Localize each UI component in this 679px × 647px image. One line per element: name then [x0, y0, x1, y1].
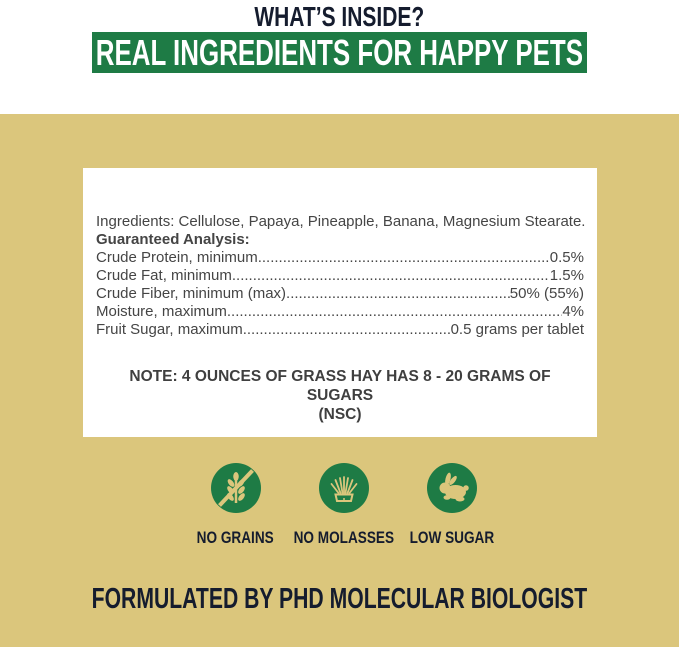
sugar-note-line1: NOTE: 4 OUNCES OF GRASS HAY HAS 8 - 20 GRAMS OF SUGARS	[129, 368, 551, 404]
page-title-text: WHAT’S INSIDE?	[254, 1, 425, 32]
badge-label: LOW SUGAR	[409, 528, 494, 547]
analysis-label: Moisture, maximum	[96, 303, 227, 320]
badge-label: NO MOLASSES	[293, 528, 394, 547]
dot-leader	[227, 303, 562, 321]
feature-badges-row	[4, 463, 679, 547]
ingredients-line: Ingredients: Cellulose, Papaya, Pineapple, Banana, Magnesium Stearate.	[96, 213, 586, 230]
guaranteed-analysis-heading: Guaranteed Analysis:	[96, 231, 250, 248]
analysis-row	[96, 249, 584, 267]
badge-low-sugar	[402, 463, 502, 547]
headline-banner-text: REAL INGREDIENTS FOR HAPPY PETS	[95, 31, 584, 73]
analysis-label: Fruit Sugar, maximum	[96, 321, 243, 338]
tan-background-section	[0, 114, 679, 647]
analysis-value: 0.5 grams per tablet	[450, 321, 584, 338]
footer-tagline-text: FORMULATED BY PHD MOLECULAR BIOLOGIST	[91, 583, 588, 615]
headline-banner	[92, 32, 587, 73]
analysis-label: Crude Protein, minimum	[96, 249, 258, 266]
dot-leader	[258, 249, 550, 267]
analysis-row	[96, 321, 584, 339]
badge-no-grains	[186, 463, 286, 547]
analysis-value: 0.5%	[549, 249, 584, 266]
no-grains-wheat-icon	[211, 463, 261, 513]
analysis-row	[96, 285, 584, 303]
sugar-note-line2: (NSC)	[318, 406, 362, 423]
dot-leader	[243, 321, 451, 339]
dot-leader	[286, 285, 510, 303]
grass-hay-icon	[319, 463, 369, 513]
footer-tagline	[0, 583, 679, 615]
analysis-label: Crude Fiber, minimum (max)	[96, 285, 287, 302]
analysis-value: 4%	[562, 303, 584, 320]
page-title	[0, 2, 679, 32]
sugar-note	[96, 367, 584, 424]
badge-label: NO GRAINS	[196, 528, 275, 547]
analysis-row	[96, 303, 584, 321]
dot-leader	[232, 267, 550, 285]
analysis-row	[96, 267, 584, 285]
analysis-label: Crude Fat, minimum	[96, 267, 232, 284]
rabbit-icon	[427, 463, 477, 513]
badge-no-molasses	[294, 463, 394, 547]
analysis-value: 50% (55%)	[509, 285, 584, 302]
ingredients-card	[83, 168, 597, 437]
analysis-value: 1.5%	[549, 267, 584, 284]
